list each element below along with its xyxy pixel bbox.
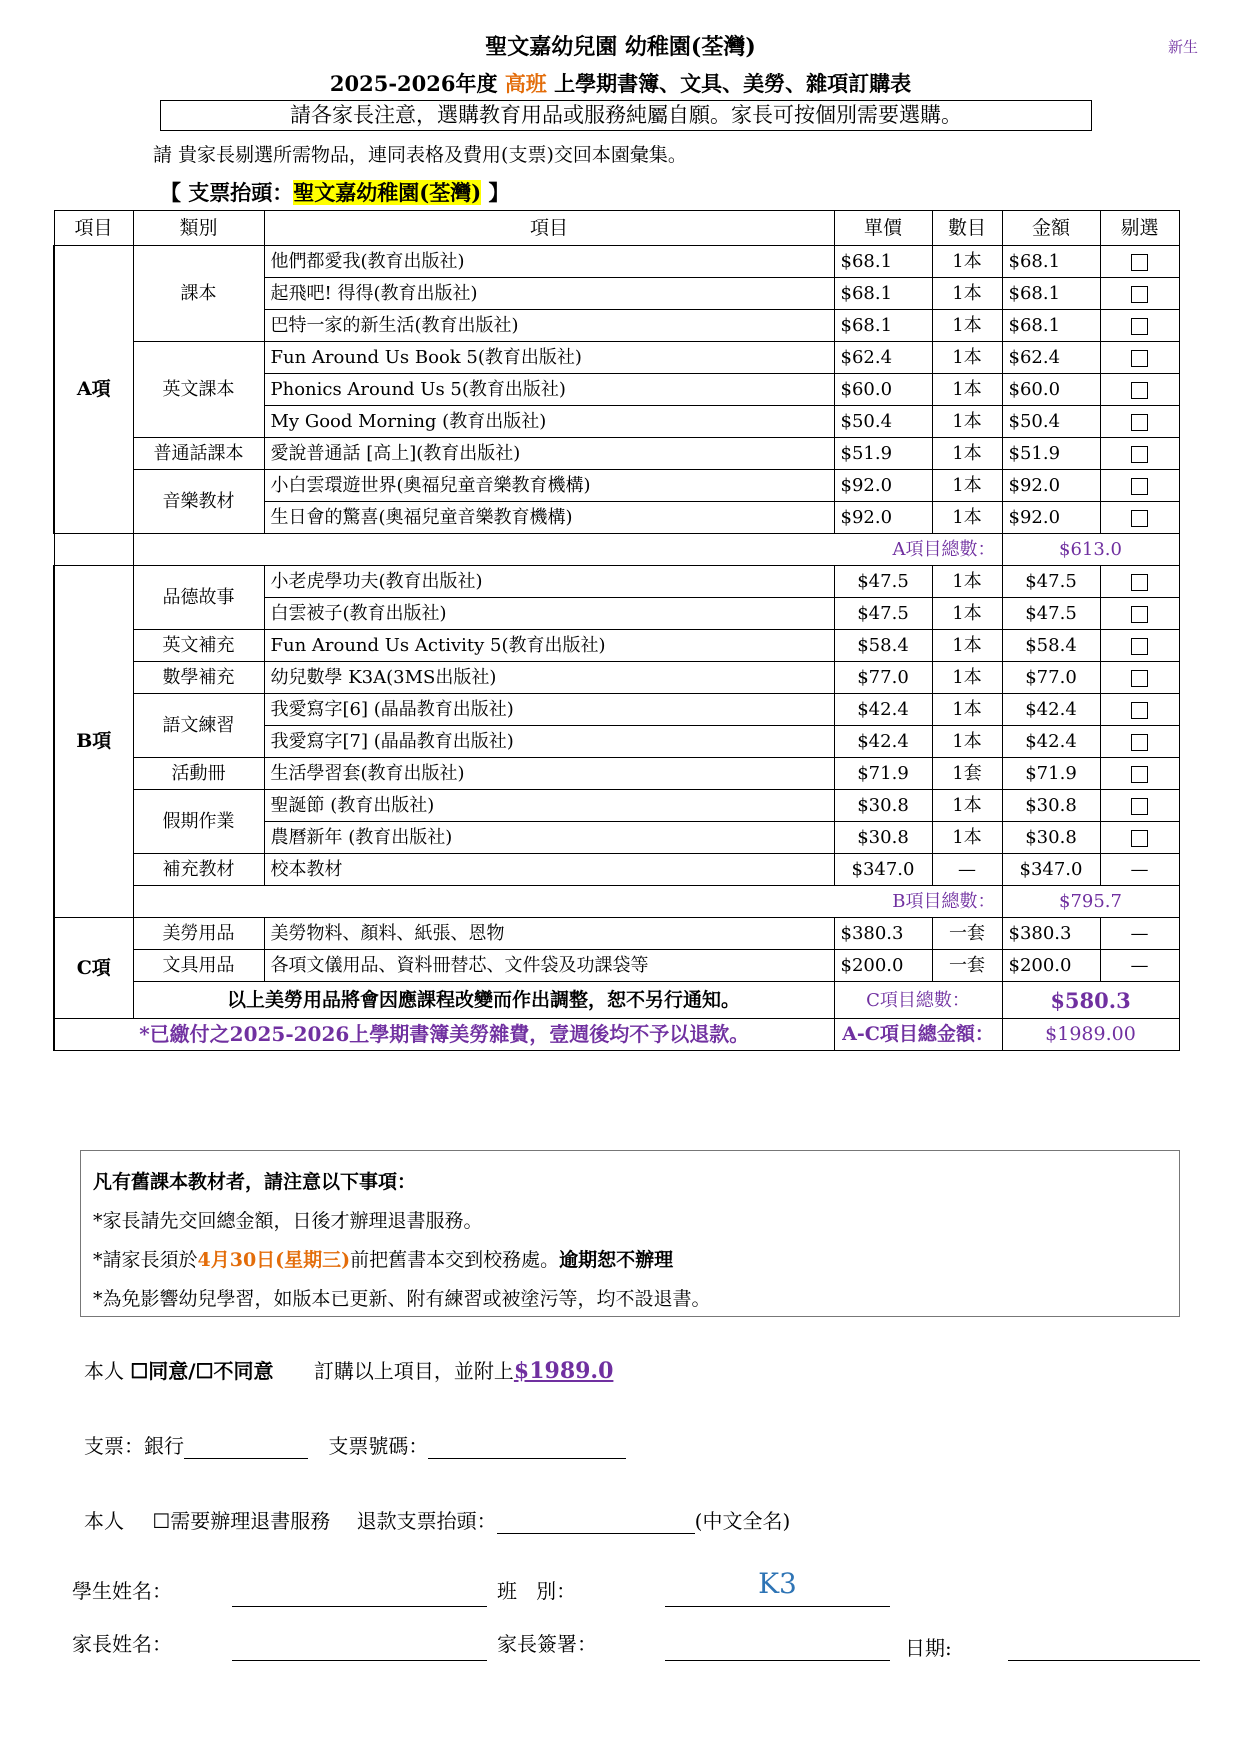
- old-books-notes: [80, 1150, 1180, 1317]
- refund-prefix: 本人: [84, 1509, 131, 1533]
- item-qty: 1本: [932, 822, 1002, 854]
- table-row: [54, 630, 1179, 662]
- item-amount: $77.0: [1002, 662, 1100, 694]
- tick-cell: [1100, 566, 1179, 598]
- header-price: 單價: [834, 211, 932, 246]
- class-label: 班 別：: [497, 1579, 577, 1603]
- b-total-value: $795.7: [1002, 886, 1179, 918]
- parent-sign-field[interactable]: [665, 1660, 890, 1661]
- notes-line-2-post: 前把舊書本交到校務處。: [350, 1249, 560, 1271]
- item-qty: 一套: [932, 950, 1002, 982]
- item-qty: 1本: [932, 246, 1002, 278]
- checkbox[interactable]: [1131, 350, 1148, 367]
- tick-cell: [1100, 310, 1179, 342]
- tick-cell: [1100, 278, 1179, 310]
- return-deadline: 4月30日(星期三): [197, 1249, 351, 1271]
- item-name: 起飛吧! 得得(教育出版社): [264, 278, 834, 310]
- item-qty: 1本: [932, 502, 1002, 534]
- category-cell: 假期作業: [133, 790, 264, 854]
- notes-title: 凡有舊課本教材者，請注意以下事項：: [93, 1171, 417, 1193]
- item-name: 美勞物料、顏料、紙張、恩物: [264, 918, 834, 950]
- item-name: 各項文儀用品、資料冊替芯、文件袋及功課袋等: [264, 950, 834, 982]
- tick-cell: [1100, 374, 1179, 406]
- parent-name-label: 家長姓名：: [72, 1632, 172, 1656]
- cheque-payee: [160, 177, 510, 207]
- checkbox[interactable]: [1131, 830, 1148, 847]
- order-table: [53, 210, 1180, 1051]
- cheque-no-label: 支票號碼：: [328, 1434, 429, 1458]
- bank-field[interactable]: [184, 1458, 308, 1459]
- item-qty: 1本: [932, 630, 1002, 662]
- tick-cell: [1100, 694, 1179, 726]
- new-student-tag: 新生: [1168, 38, 1199, 56]
- refund-line: [84, 1505, 790, 1534]
- item-price: $50.4: [834, 406, 932, 438]
- item-amount: $51.9: [1002, 438, 1100, 470]
- checkbox[interactable]: [1131, 606, 1148, 623]
- notes-line-1: *家長請先交回總金額，日後才辦理退書服務。: [93, 1210, 483, 1232]
- item-amount: $30.8: [1002, 790, 1100, 822]
- item-name: My Good Morning (教育出版社): [264, 406, 834, 438]
- tick-dash: —: [1100, 918, 1179, 950]
- grand-total-label: A-C項目總金額：: [834, 1019, 1002, 1051]
- item-qty: 1本: [932, 310, 1002, 342]
- tick-cell: [1100, 406, 1179, 438]
- header-tick: 剔選: [1100, 211, 1179, 246]
- student-name-label: 學生姓名：: [72, 1579, 172, 1603]
- tick-cell: [1100, 246, 1179, 278]
- date-field[interactable]: [1008, 1660, 1200, 1661]
- tick-cell: [1100, 598, 1179, 630]
- category-cell: 美勞用品: [133, 918, 264, 950]
- checkbox[interactable]: [1131, 382, 1148, 399]
- item-name: 愛說普通話 [高上](教育出版社): [264, 438, 834, 470]
- tick-cell: [1100, 470, 1179, 502]
- form-subtitle: [0, 68, 1241, 98]
- payee-name: 聖文嘉幼稚園(荃灣): [293, 180, 482, 205]
- table-row: [54, 950, 1179, 982]
- checkbox[interactable]: [1131, 446, 1148, 463]
- notes-line-2-pre: *請家長須於: [93, 1249, 198, 1271]
- table-row: [54, 790, 1179, 822]
- header-qty: 數目: [932, 211, 1002, 246]
- item-price: $92.0: [834, 470, 932, 502]
- item-price: $58.4: [834, 630, 932, 662]
- item-price: $47.5: [834, 566, 932, 598]
- c-note: 以上美勞用品將會因應課程改變而作出調整，恕不另行通知。: [133, 982, 834, 1019]
- agree-amount: $1989.0: [513, 1358, 614, 1384]
- item-amount: $47.5: [1002, 598, 1100, 630]
- checkbox[interactable]: [1131, 766, 1148, 783]
- item-name: Fun Around Us Book 5(教育出版社): [264, 342, 834, 374]
- item-amount: $68.1: [1002, 310, 1100, 342]
- checkbox[interactable]: [1131, 254, 1148, 271]
- notes-line-2: [93, 1241, 1167, 1280]
- item-name: 白雲被子(教育出版社): [264, 598, 834, 630]
- item-qty: 1本: [932, 470, 1002, 502]
- item-name: 他們都愛我(教育出版社): [264, 246, 834, 278]
- section-b-label: B項: [54, 566, 133, 918]
- item-amount: $380.3: [1002, 918, 1100, 950]
- tick-cell: [1100, 822, 1179, 854]
- table-row: [54, 470, 1179, 502]
- subtitle-class: 高班: [504, 71, 547, 96]
- table-row: [54, 854, 1179, 886]
- checkbox[interactable]: [1131, 638, 1148, 655]
- table-row: [54, 246, 1179, 278]
- cheque-number-field[interactable]: [428, 1458, 626, 1459]
- checkbox[interactable]: [1131, 734, 1148, 751]
- item-qty: 一套: [932, 918, 1002, 950]
- payee-label: 【 支票抬頭：: [160, 180, 294, 205]
- agreement-line: [84, 1355, 613, 1384]
- item-qty: —: [932, 854, 1002, 886]
- tick-cell: [1100, 662, 1179, 694]
- item-name: Fun Around Us Activity 5(教育出版社): [264, 630, 834, 662]
- category-cell: 數學補充: [133, 662, 264, 694]
- item-amount: $50.4: [1002, 406, 1100, 438]
- b-total-label: B項目總數：: [133, 886, 1002, 918]
- table-row: [54, 918, 1179, 950]
- category-cell: 活動冊: [133, 758, 264, 790]
- table-header-row: [54, 211, 1179, 246]
- refund-payee-label: 退款支票抬頭：: [356, 1509, 497, 1533]
- checkbox[interactable]: [1131, 574, 1148, 591]
- category-cell: 音樂教材: [133, 470, 264, 534]
- tick-cell: [1100, 726, 1179, 758]
- payee-end: 】: [481, 180, 510, 205]
- checkbox[interactable]: [1131, 414, 1148, 431]
- refund-note: *已繳付之2025-2026上學期書簿美勞雜費，壹週後均不予以退款。: [54, 1019, 834, 1051]
- item-qty: 1本: [932, 406, 1002, 438]
- subtitle-rest: 上學期書簿、文具、美勞、雜項訂購表: [546, 71, 912, 96]
- category-cell: 課本: [133, 246, 264, 342]
- refund-option[interactable]: ☐需要辦理退書服務: [152, 1509, 331, 1533]
- tick-dash: —: [1100, 854, 1179, 886]
- refund-payee-field[interactable]: [497, 1533, 695, 1534]
- checkbox[interactable]: [1131, 318, 1148, 335]
- item-price: $51.9: [834, 438, 932, 470]
- item-price: $380.3: [834, 918, 932, 950]
- tick-cell: [1100, 438, 1179, 470]
- checkbox[interactable]: [1131, 478, 1148, 495]
- category-cell: 語文練習: [133, 694, 264, 758]
- item-price: $47.5: [834, 598, 932, 630]
- category-cell: 補充教材: [133, 854, 264, 886]
- item-qty: 1本: [932, 374, 1002, 406]
- item-amount: $92.0: [1002, 502, 1100, 534]
- student-name-field[interactable]: [232, 1606, 487, 1607]
- item-price: $42.4: [834, 726, 932, 758]
- item-qty: 1本: [932, 726, 1002, 758]
- item-name: 幼兒數學 K3A(3MS出版社): [264, 662, 834, 694]
- item-name: 農曆新年 (教育出版社): [264, 822, 834, 854]
- table-row: [54, 662, 1179, 694]
- grand-total-row: [54, 1019, 1179, 1051]
- cheque-line: [84, 1430, 626, 1459]
- item-amount: $92.0: [1002, 470, 1100, 502]
- section-b-total-row: [54, 886, 1179, 918]
- item-amount: $71.9: [1002, 758, 1100, 790]
- page-title: 聖文嘉幼兒園 幼稚園(荃灣): [485, 34, 756, 60]
- category-cell: 英文補充: [133, 630, 264, 662]
- table-row: [54, 694, 1179, 726]
- header-category: 類別: [133, 211, 264, 246]
- item-amount: $60.0: [1002, 374, 1100, 406]
- item-name: Phonics Around Us 5(教育出版社): [264, 374, 834, 406]
- agree-prefix: 本人: [84, 1359, 131, 1383]
- category-cell: 普通話課本: [133, 438, 264, 470]
- item-name: 生活學習套(教育出版社): [264, 758, 834, 790]
- item-qty: 1本: [932, 566, 1002, 598]
- tick-cell: [1100, 758, 1179, 790]
- item-amount: $30.8: [1002, 822, 1100, 854]
- c-total-value: $580.3: [1002, 982, 1179, 1019]
- table-row: [54, 438, 1179, 470]
- item-price: $60.0: [834, 374, 932, 406]
- table-row: [54, 758, 1179, 790]
- agree-options[interactable]: ☐同意/☐不同意: [130, 1359, 274, 1383]
- c-total-label: C項目總數：: [834, 982, 1002, 1019]
- header-amount: 金額: [1002, 211, 1100, 246]
- item-price: $68.1: [834, 310, 932, 342]
- item-name: 校本教材: [264, 854, 834, 886]
- item-amount: $68.1: [1002, 246, 1100, 278]
- item-price: $200.0: [834, 950, 932, 982]
- voluntary-notice: 請各家長注意，選購教育用品或服務純屬自願。家長可按個別需要選購。: [160, 100, 1092, 131]
- parent-name-field[interactable]: [232, 1660, 487, 1661]
- item-qty: 1本: [932, 438, 1002, 470]
- table-row: [54, 566, 1179, 598]
- category-cell: 文具用品: [133, 950, 264, 982]
- item-price: $62.4: [834, 342, 932, 374]
- item-name: 聖誕節 (教育出版社): [264, 790, 834, 822]
- category-cell: 品德故事: [133, 566, 264, 630]
- refund-fullname-note: (中文全名): [694, 1509, 791, 1533]
- item-name: 巴特一家的新生活(教育出版社): [264, 310, 834, 342]
- instruction-text: 請 貴家長剔選所需物品，連同表格及費用(支票)交回本園彙集。: [153, 144, 687, 166]
- section-c-note-row: [54, 982, 1179, 1019]
- item-amount: $47.5: [1002, 566, 1100, 598]
- item-amount: $62.4: [1002, 342, 1100, 374]
- item-price: $347.0: [834, 854, 932, 886]
- item-qty: 1本: [932, 694, 1002, 726]
- cheque-bank-label: 支票：銀行: [84, 1434, 184, 1458]
- checkbox[interactable]: [1131, 286, 1148, 303]
- item-name: 小白雲環遊世界(奧福兒童音樂教育機構): [264, 470, 834, 502]
- item-amount: $68.1: [1002, 278, 1100, 310]
- item-amount: $200.0: [1002, 950, 1100, 982]
- a-total-label: A項目總數：: [133, 534, 1002, 566]
- subtitle-year: 2025-2026年度: [329, 71, 505, 96]
- date-label: 日期:: [905, 1636, 952, 1660]
- item-qty: 1本: [932, 278, 1002, 310]
- header-item: 項目: [264, 211, 834, 246]
- checkbox[interactable]: [1131, 510, 1148, 527]
- tick-cell: [1100, 502, 1179, 534]
- header-section: 項目: [54, 211, 133, 246]
- category-cell: 英文課本: [133, 342, 264, 438]
- item-price: $30.8: [834, 822, 932, 854]
- checkbox[interactable]: [1131, 670, 1148, 687]
- class-field-line: [665, 1606, 890, 1607]
- item-name: 我愛寫字[7] (晶晶教育出版社): [264, 726, 834, 758]
- item-price: $92.0: [834, 502, 932, 534]
- checkbox[interactable]: [1131, 702, 1148, 719]
- grand-total-value: $1989.00: [1002, 1019, 1179, 1051]
- item-qty: 1本: [932, 598, 1002, 630]
- item-qty: 1本: [932, 662, 1002, 694]
- section-a-total-row: [54, 534, 1179, 566]
- parent-sign-label: 家長簽署：: [497, 1632, 597, 1656]
- checkbox[interactable]: [1131, 798, 1148, 815]
- item-price: $30.8: [834, 790, 932, 822]
- item-price: $71.9: [834, 758, 932, 790]
- tick-dash: —: [1100, 950, 1179, 982]
- section-c-label: C項: [54, 918, 133, 1019]
- item-name: 小老虎學功夫(教育出版社): [264, 566, 834, 598]
- notes-line-3: *為免影響幼兒學習，如版本已更新、附有練習或被塗污等，均不設退書。: [93, 1288, 711, 1310]
- class-value: K3: [758, 1567, 797, 1600]
- item-amount: $42.4: [1002, 726, 1100, 758]
- table-row: [54, 342, 1179, 374]
- item-name: 我愛寫字[6] (晶晶教育出版社): [264, 694, 834, 726]
- tick-cell: [1100, 630, 1179, 662]
- agree-text: 訂購以上項目，並附上: [313, 1359, 514, 1383]
- item-qty: 1套: [932, 758, 1002, 790]
- item-price: $68.1: [834, 278, 932, 310]
- section-a-label: A項: [54, 246, 133, 534]
- item-price: $68.1: [834, 246, 932, 278]
- item-name: 生日會的驚喜(奧福兒童音樂教育機構): [264, 502, 834, 534]
- item-price: $77.0: [834, 662, 932, 694]
- overdue-warning: 逾期恕不辦理: [559, 1249, 674, 1271]
- item-qty: 1本: [932, 790, 1002, 822]
- item-amount: $347.0: [1002, 854, 1100, 886]
- item-qty: 1本: [932, 342, 1002, 374]
- tick-cell: [1100, 342, 1179, 374]
- a-total-value: $613.0: [1002, 534, 1179, 566]
- item-amount: $42.4: [1002, 694, 1100, 726]
- tick-cell: [1100, 790, 1179, 822]
- item-amount: $58.4: [1002, 630, 1100, 662]
- item-price: $42.4: [834, 694, 932, 726]
- empty-cell: [54, 534, 133, 566]
